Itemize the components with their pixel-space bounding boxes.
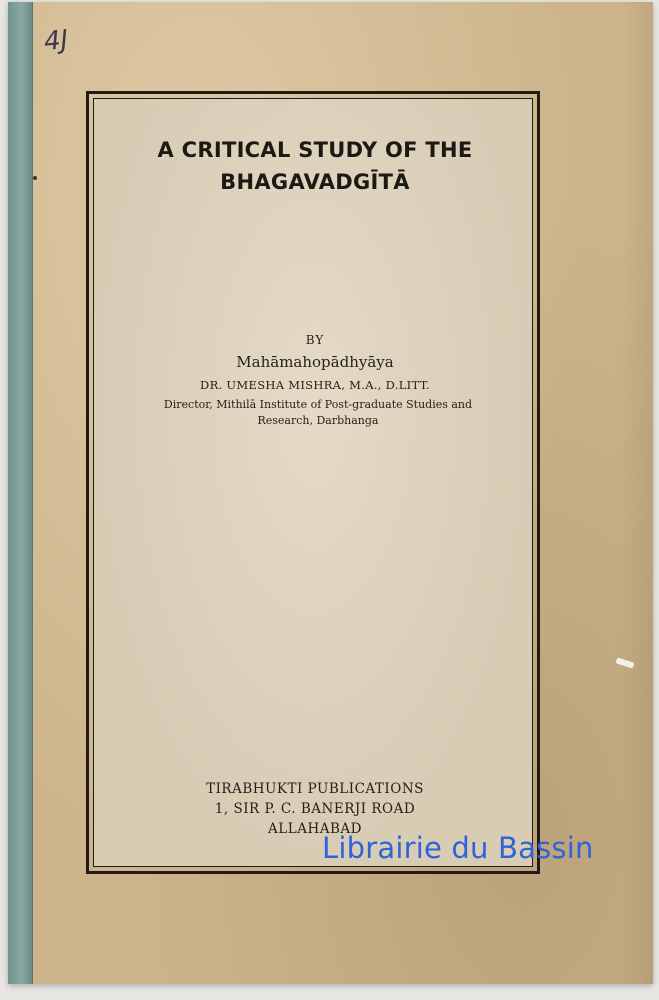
by-label: BY [305,333,325,347]
title-line-2: BHAGAVADGĪTĀ [220,170,410,194]
seller-watermark: Librairie du Bassin [322,831,594,865]
author-affiliation: Director, Mithilā Institute of Post-graduate Studies and Research, Darbhanga [163,398,473,427]
cover-speck [33,176,37,180]
author-honorific: Mahāmahopādhyāya [236,353,394,371]
publisher-block [110,779,520,839]
title-frame-inner [93,98,533,867]
publisher-name: TIRABHUKTI PUBLICATIONS [206,781,424,797]
cover-edge-shading [620,2,653,984]
title-line-1: A CRITICAL STUDY OF THE [157,138,473,162]
publisher-city: ALLAHABAD [268,821,362,837]
publisher-address: 1, SIR P. C. BANERJI ROAD [214,801,416,817]
book-spine [8,2,33,984]
handwritten-annotation: 4J [42,24,70,58]
author-name: DR. UMESHA MISHRA, M.A., D.LITT. [200,378,430,392]
book-title [110,134,520,198]
